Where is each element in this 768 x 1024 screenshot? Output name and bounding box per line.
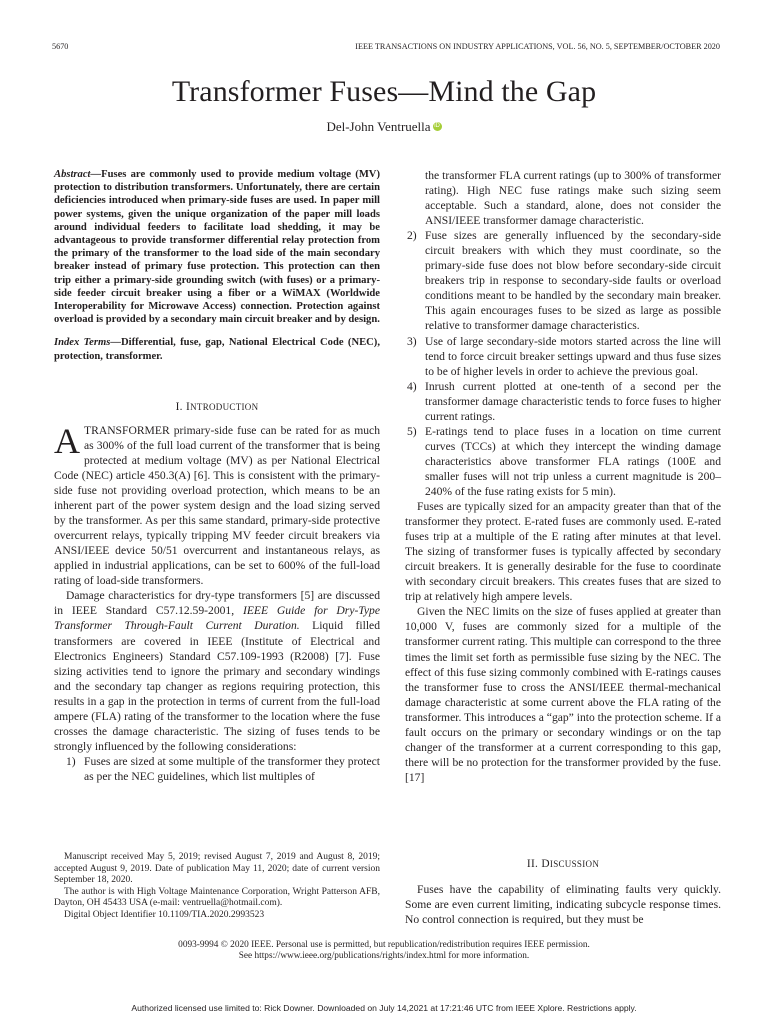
copyright-line-2: See https://www.ieee.org/publications/rights/index.html for more information. (238, 951, 530, 962)
index-terms-text: Differential, fuse, gap, National Electrical Code (NEC), protection, transformer. (54, 337, 380, 362)
section-heading-introduction (54, 401, 380, 413)
abstract-text: Fuses are commonly used to provide medium voltage (MV) protection to distribution transformers. Unfortunately, there are certain deficiencies introduced when primary-side fuses are used. In paper mill power systems, given the unique organization of the paper mill loads around individual feeders to facilitate load shedding, it may be advantageous to provide transformer differential relay protection from the primary of the transformer to the load side of the main secondary breaker instead of primary fuse protection. This protection can then trip either a primary-side grounding switch (with fuses) or a primary-side feeder circuit breaker using a fiber or a WiMAX (Worldwide Interoperability for Microwave Access) connection. Protection against overload is provided by a secondary main circuit breaker and by design. (54, 169, 380, 326)
author-line (0, 118, 768, 136)
section-numeral: I. (175, 400, 183, 413)
abstract (54, 168, 380, 326)
section-numeral: II. (526, 858, 539, 870)
index-terms-label: Index Terms— (54, 337, 121, 349)
discussion-paragraph-1: Fuses have the capability of eliminating faults very quickly. Some are even current limiting, indicating subcycle response times. No control connection is required, but they must be (405, 883, 721, 927)
list-item-text: Fuse sizes are generally influenced by the secondary-side circuit breakers with which they must coordinate, so the primary-side fuse does not blow before secondary-side circuit breakers trip in response to secondary-side faults or overload conditions meant to be handled by the secondary main breaker. This again encourages fuses to be sized as large as possible relative to transformer damage characteristics. (425, 229, 721, 333)
list-number: 5) (407, 424, 417, 438)
orcid-icon[interactable]: iD (434, 123, 440, 129)
footnote-manuscript: Manuscript received May 5, 2019; revised August 7, 2019 and August 8, 2019; accepted August 9, 2019. Date of publication May 11, 2020; date of current version September 18, 2020. (54, 852, 380, 886)
list-item-text: Fuses are sized at some multiple of the transformer they protect as per the NEC guidelines, which list multiples of (84, 754, 380, 783)
list-item-text: Inrush current plotted at one-tenth of a second per the transformer damage characteristic tends to force fuses to higher current ratings. (425, 379, 721, 423)
intro-paragraph-2 (54, 588, 380, 754)
footnote-doi: Digital Object Identifier 10.1109/TIA.2020.2993523 (64, 909, 265, 920)
list-item (405, 424, 721, 499)
intro-paragraph-4: Given the NEC limits on the size of fuses applied at greater than 10,000 V, fuses are commonly sized for a multiple of the transformer current rating. This multiple can correspond to the three times the limit set forth as permissible fuse sizing by the NEC. The effect of this fuse sizing commonly combined with E-ratings causes the transformer fuse to cross the ANSI/IEEE thermal-mechanical damage characteristic at some current above the FLA rating of the transformer. This introduces a “gap” into the protection scheme. If a fault occurs on the primary or secondary windings or on the tap changer of the transformer at a current corresponding to this gap, there will be no protection for the transformer provided by the fuse.[17] (405, 605, 721, 784)
page-number: 5670 (52, 42, 69, 51)
list-number: 3) (407, 334, 417, 348)
download-notice: Authorized licensed use limited to: Rick Downer. Downloaded on July 14,2021 at 17:21:46 UTC from IEEE Xplore. Restrictions apply. (131, 1003, 637, 1013)
footnotes (54, 852, 380, 922)
section-title-first: I (186, 400, 191, 413)
author-name: Del-John Ventruella (326, 119, 431, 134)
section-title-first: D (541, 858, 550, 870)
list-item (54, 754, 380, 784)
list-number: 4) (407, 379, 417, 393)
paper-title: Transformer Fuses—Mind the Gap (171, 75, 597, 108)
journal-header: IEEE TRANSACTIONS ON INDUSTRY APPLICATIONS, VOL. 56, NO. 5, SEPTEMBER/OCTOBER 2020 (355, 42, 720, 51)
intro-paragraph-2-text-b: Liquid filled transformers are covered in IEEE (Institute of Electrical and Electronics Engineers) Standard C57.109-1993 (R2008) [7]. Fuse sizing activities tend to ignore the primary and secondary windings and the secondary tap changer as regions requiring protection, this results in a gap in the protection in terms of current from the full-load ampere (FLA) rating of the transformer to the location where the fuse crosses the damage characteristic. The sizing of fuses tends to be strongly influenced by the following considerations: (54, 619, 380, 753)
section-heading-discussion (405, 858, 721, 870)
footnote-affiliation: The author is with High Voltage Maintenance Corporation, Wright Patterson AFB, Dayton, OH 45433 USA (e-mail: ventruella@hotmail.com). (54, 886, 380, 909)
drop-cap: A (54, 420, 80, 461)
intro-paragraph-3: Fuses are typically sized for an ampacity greater than that of the transformer they protect. E-rated fuses are commonly used. E-rated fuses trip at a multiple of the E rating after minutes at that level. The sizing of transformer fuses is typically affected by secondary circuit breakers. It is generally desirable for the fuse to coordinate with secondary circuit breakers. This creates fuses that are sized to trip at relatively high ampere levels. (405, 500, 721, 604)
section-title-rest: NTRODUCTION (190, 401, 259, 412)
copyright-notice (0, 940, 768, 963)
list-item-text: E-ratings tend to place fuses in a location on time current curves (TCCs) at which they intercept the winding damage characteristics above transformer FLA ratings (100E and smaller fuses will not trip unless a current magnitude is 200–240% of the fuse rating exists for 5 min). (425, 424, 721, 498)
abstract-label: Abstract— (54, 169, 102, 180)
copyright-line-1: 0093-9994 © 2020 IEEE. Personal use is permitted, but republication/redistribution requires IEEE permission. (178, 940, 590, 950)
list-item (405, 228, 721, 333)
list-item-text: Use of large secondary-side motors started across the line will tend to force circuit breaker settings upward and thus fuse sizes to be of higher levels in order to achieve the previous goal. (425, 334, 721, 378)
list-item-continued: the transformer FLA current ratings (up to 300% of transformer rating). High NEC fuse ratings make such sizing seem acceptable. Such a standard, alone, does not consider the ANSI/IEEE transformer damage characteristic. (425, 169, 721, 228)
list-number: 2) (407, 229, 417, 243)
list-item (405, 379, 721, 424)
left-column (54, 168, 380, 784)
section-title-rest: ISCUSSION (549, 859, 600, 869)
section-discussion (405, 858, 721, 927)
index-terms (54, 336, 380, 362)
intro-paragraph-1-text: TRANSFORMER primary-side fuse can be rated for as much as 300% of the full load current of the transformer that is being protected at medium voltage (MV) as per National Electrical Code (NEC) article 450.3(A) [6]. This is consistent with the primary-side fuse not providing overload protection, which means to be an inherent part of the power system design and the load sizing served by the transformer. As per this same standard, primary-side protective overcurrent relays, typically tripping MV feeder circuit breakers via ANSI/IEEE device 50/51 overcurrent and instantaneous relays, as applied in industrial applications, can be set to 600% of the full-load rating of load-side transformers. (54, 423, 380, 588)
intro-paragraph-2-text-a: Damage characteristics for dry-type transformers [5] are discussed in IEEE Standard C57.12.59-2001, (54, 589, 380, 618)
right-column (405, 168, 721, 785)
standard-title-italic: IEEE Guide for Dry-Type Transformer Through-Fault Current Duration. (54, 604, 380, 633)
list-item (405, 334, 721, 379)
list-number: 1) (66, 754, 76, 768)
intro-paragraph-1 (54, 420, 380, 589)
